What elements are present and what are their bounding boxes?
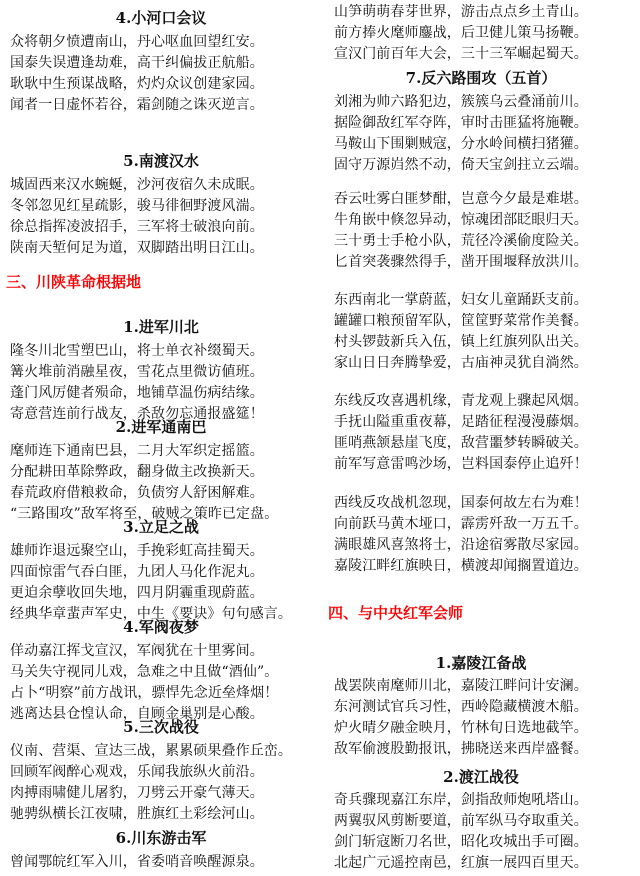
poem-line: 肉搏雨啸健儿屠豹，刀劈云开豪气薄天。: [10, 785, 264, 801]
poem-line: 奇兵骤现嘉江东岸，剑指敌师炮吼塔山。: [334, 792, 588, 808]
poem-line: 匕首突袭骤然得手，凿开围堰释放洪川。: [334, 254, 588, 270]
poem-block: [0, 517, 322, 625]
poem-block: [0, 317, 322, 425]
poem-line: 逃离达县仓惶认命，自顾金巢别是心酸。: [10, 706, 264, 722]
poem-line: 东西南北一掌蔚蓝，妇女儿童踊跃支前。: [334, 292, 588, 308]
poem-line: 分配耕田革除弊政，翻身做主改换新天。: [10, 464, 264, 480]
poem-line: 嘉陵江畔红旗映日，横渡却闻搁置道边。: [334, 558, 588, 574]
poem-line: 前军写意雷鸣沙场，岂料国泰停止追歼！: [334, 456, 588, 472]
poem-block: [0, 151, 322, 259]
poem-line: 固守万源岿然不动，倚天宝剑拄立云端。: [334, 157, 588, 173]
poem-line: 众将朝夕愤遭南山，丹心呕血回望红安。: [10, 34, 264, 50]
poem-line: 仪南、营渠、宣达三战，累累硕果叠作丘峦。: [10, 743, 292, 759]
poem-title: 6.川东游击军: [115, 829, 207, 847]
poem-line: 寄意营连前行战友，杀敌勿忘通报盛筵！: [10, 406, 264, 422]
poem-line: 驰骋纵横长江夜啸，胜旗红土彩绘河山。: [10, 806, 264, 822]
poem-line: 陕南天堑何足为道，双脚踏出明日江山。: [10, 240, 264, 256]
poem-line: 四面惊雷气吞白匪，九团人马化作泥丸。: [10, 564, 264, 580]
poem-title: 2.渡江战役: [443, 768, 519, 786]
poem-line: 牛角嵌中倏忽异动，惊魂团部眨眼归天。: [334, 212, 588, 228]
poem-line: 国泰失误遭逢劫难，高干纠偏拔正航船。: [10, 55, 264, 71]
poem-line: 耿耿中生预谋战略，灼灼众议创建家园。: [10, 76, 264, 92]
poem-line: 宣汉门前百年大会，三十三军崛起蜀天。: [334, 46, 588, 62]
poem-line: 村头锣鼓新兵入伍，镇上红旗列队出关。: [334, 334, 588, 350]
poem-block: [0, 617, 322, 725]
poem-stanza: [322, 391, 640, 475]
poem-line: 雄师诈退远聚空山，手挽彩虹高挂蜀天。: [10, 543, 264, 559]
poem-line: 马鞍山下围剿贼寇，分水岭间横扫猪獾。: [334, 136, 588, 152]
poem-line: 向前跃马黄木垭口，霹雳歼敌一万五千。: [334, 516, 588, 532]
poem-line: 城固西来汉水蜿蜒，沙河夜宿久未成眠。: [10, 177, 264, 193]
poem-line: 更迫余孽收回失地，四月阴霾重现蔚蓝。: [10, 585, 264, 601]
poem-title: 5.南渡汉水: [123, 152, 199, 170]
poem-title: 2.进军通南巴: [115, 418, 207, 436]
poem-stanza: [322, 290, 640, 374]
section-heading: 三、川陕革命根据地: [6, 273, 142, 291]
poem-line: 据险御敌红军夺阵，审时击匪猛将施鞭。: [334, 115, 588, 131]
poem-title: 4.军阀夜梦: [123, 618, 199, 636]
poem-line: 罐罐口粮预留军队，筐筐野菜常作美餐。: [334, 313, 588, 329]
poem-line: 三十勇士手枪小队，荒径冷溪偷度险关。: [334, 233, 588, 249]
poem-stanza: [322, 92, 640, 176]
poem-block: [322, 767, 640, 874]
poem-block: [322, 653, 640, 760]
poem-line: 家山日日奔腾挚爱，古庙神灵犹自淌然。: [334, 355, 588, 371]
poem-block: [0, 417, 322, 525]
poem-line: 闻者一日虚怀若谷，霜剑随之诛灭逆言。: [10, 97, 264, 113]
poem-title: 3.立足之战: [123, 518, 199, 536]
poem-line: 冬邻忽见红星疏影，骏马徘徊野渡风湍。: [10, 198, 264, 214]
poem-line: 回顾军阀醉心观戏，乐闻我旅纵火前沿。: [10, 764, 264, 780]
poem-line: 匪哨燕颔悬崖飞度，敌营噩梦转瞬破关。: [334, 435, 588, 451]
poem-line: 徐总指挥凌波招手，三军将士破浪向前。: [10, 219, 264, 235]
poem-line: 篝火堆前消融星夜，雪花点里微访値班。: [10, 364, 264, 380]
poem-line: 马关失守视同儿戏，急难之中且做“酒仙”。: [10, 664, 279, 680]
poem-title: 1.进军川北: [123, 318, 199, 336]
poem-line: 隆冬川北雪塑巴山，将士单衣补缀蜀天。: [10, 343, 264, 359]
poem-line: 经典华章蜚声军史，中生《要诀》句句感言。: [10, 606, 292, 622]
poem-line: 佯动嘉江挥戈宣汉，军阀犹在十里雾间。: [10, 643, 264, 659]
poem-block: [0, 828, 322, 873]
poem-continuation: [322, 2, 640, 65]
poem-line: 前方捧火麾师鏖战，后卫健儿策马扬鞭。: [334, 25, 588, 41]
poem-line: 敌军偷渡股勤报讯，拂晓送来西岸盛餐。: [334, 741, 588, 757]
poem-line: 山笋萌萌春芽世界，游击点点乡土青山。: [334, 4, 588, 20]
poem-line: 东线反攻喜遇机缘，青龙观上骤起风烟。: [334, 393, 588, 409]
poem-line: 战罢陕南麾师川北，嘉陵江畔问计安澜。: [334, 678, 588, 694]
poem-line: 吞云吐雾白匪梦酣，岂意今夕最是难堪。: [334, 191, 588, 207]
poem-line: 手抚山隘重重夜幕，足踏征程漫漫藤烟。: [334, 414, 588, 430]
poem-title: 7.反六路围攻（五首）: [405, 69, 557, 87]
poem-line: 两翼驭风剪断要道，前军纵马夺取重关。: [334, 813, 588, 829]
poem-line: 炉火晴夕融金映月，竹林旬日选地截竿。: [334, 720, 588, 736]
poem-stanza: [322, 493, 640, 577]
poem-block: [322, 68, 640, 88]
poem-stanza: [322, 189, 640, 273]
poem-line: 春荒政府借粮救命，负债穷人舒困解难。: [10, 485, 264, 501]
poem-line: 西线反攻战机忽现，国泰何故左右为难！: [334, 495, 588, 511]
poem-line: 东河测试官兵习性，西岭隐藏横渡木船。: [334, 699, 588, 715]
poem-line: 刘湘为帅六路犯边，簇簇乌云叠涌前川。: [334, 94, 588, 110]
poem-title: 4.小河口会议: [115, 9, 207, 27]
poem-title: 1.嘉陵江备战: [435, 654, 527, 672]
poem-line: “三路围攻”敌军将至，破贼之策昨已定盘。: [10, 506, 279, 522]
poem-line: 蓬门风厉健者殒命，地铺草温伤病结缘。: [10, 385, 264, 401]
section-heading: 四、与中央红军会师: [328, 604, 464, 622]
poem-title: 5.三次战役: [123, 718, 199, 736]
poem-block: [0, 717, 322, 825]
poem-line: 曾闻鄂皖红军入川，省委哨音唤醒源泉。: [10, 854, 264, 870]
poem-line: 北起广元遥控南邑，红旗一展四百里天。: [334, 855, 588, 871]
poem-line: 满眼雄风喜煞将士，沿途宿雾散尽家园。: [334, 537, 588, 553]
poem-line: 剑门斩寇断刀名世，昭化攻城出手可圈。: [334, 834, 588, 850]
poem-block: [0, 8, 322, 116]
poem-line: 麾师连下通南巴县，二月大军织定摇篮。: [10, 443, 264, 459]
poem-line: 占卜“明察”前方战讯，骠悍先念近垒烽烟！: [10, 685, 279, 701]
